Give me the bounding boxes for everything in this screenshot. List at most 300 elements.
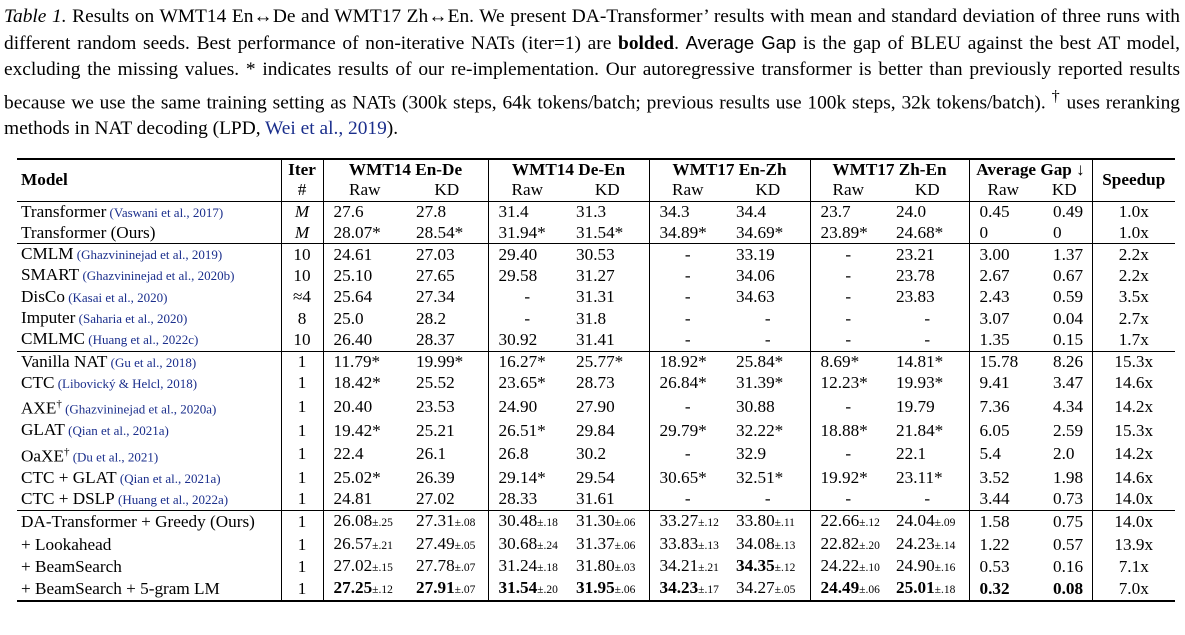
score-cell: 1.22 <box>979 534 1010 554</box>
score-cell: - <box>684 287 691 307</box>
score-cell: 16.27* <box>488 351 566 373</box>
speedup-value: 14.0x <box>1092 511 1175 534</box>
header-kd-4: KD <box>1037 180 1092 201</box>
iter-value: M <box>281 223 323 244</box>
model-label: CMLM <box>21 244 74 264</box>
caption-dagger: † <box>1051 87 1061 105</box>
score-cell: 31.41 <box>566 329 649 351</box>
score-cell: - <box>684 329 691 349</box>
score-cell: 25.77* <box>566 351 649 373</box>
table-row <box>17 201 1175 223</box>
score-cell: 2.43 <box>979 287 1010 307</box>
score-cell: 7.36 <box>979 397 1010 417</box>
results-table <box>17 158 1175 602</box>
table-row <box>17 308 1175 329</box>
score-cell: 31.30±.06 <box>566 511 649 534</box>
caption-text-3: is the gap of BLEU against the best AT model, excluding the missing values. * indicates results of our re-implementation. Our autoregressive transformer is better than previously reported results because we use the same training setting as NATs (300k steps, 64k tokens/batch; previous results use 100k steps, 32k tokens/batch). <box>4 33 1180 114</box>
iter-value: 1 <box>281 578 323 601</box>
score-cell: 27.65 <box>406 265 488 286</box>
score-cell: 31.24±.18 <box>498 555 558 575</box>
score-cell: 23.53 <box>406 394 488 420</box>
model-name <box>17 420 281 441</box>
score-cell: 0.04 <box>1037 308 1092 329</box>
score-cell: 27.31±.08 <box>406 511 488 534</box>
score-cell: 0.67 <box>1037 265 1092 286</box>
score-cell: 30.65* <box>659 468 707 488</box>
score-cell: 21.84* <box>886 420 969 441</box>
iter-value: 1 <box>281 511 323 534</box>
score-cell: 27.02 <box>406 489 488 511</box>
score-cell: 23.89* <box>820 222 868 242</box>
score-cell: - <box>810 244 886 266</box>
model-label: CTC + GLAT <box>21 467 117 487</box>
score-cell: 23.83 <box>886 287 969 308</box>
score-cell: 31.61 <box>566 489 649 511</box>
speedup-value: 2.7x <box>1118 308 1149 328</box>
score-cell: 31.54±.20 <box>488 578 566 601</box>
model-label: GLAT <box>21 420 65 440</box>
model-label: AXE <box>21 399 57 418</box>
iter-value: 1 <box>281 468 323 489</box>
model-name <box>17 287 281 308</box>
score-cell: 29.40 <box>488 244 566 266</box>
citation-link[interactable]: (Kasai et al., 2020) <box>64 289 168 305</box>
score-cell: - <box>684 444 691 464</box>
score-cell: 23.65* <box>498 373 546 393</box>
model-label: CTC + DSLP <box>21 488 115 508</box>
score-cell: 3.52 <box>979 468 1010 488</box>
score-cell: 27.8 <box>406 201 488 223</box>
model-label: + BeamSearch <box>21 556 122 576</box>
score-cell: 0 <box>1037 223 1092 244</box>
citation-link[interactable]: (Qian et al., 2021a) <box>64 423 169 439</box>
model-name <box>17 244 281 266</box>
caption-text-4: uses reranking methods in NAT decoding (LPD, <box>4 92 1181 140</box>
model-label: CMLMC <box>21 329 85 349</box>
speedup-value: 2.2x <box>1092 244 1175 266</box>
model-label: Transformer (Ours) <box>21 222 156 242</box>
iter-value: 1 <box>281 489 323 511</box>
caption-avg-gap: Average Gap <box>685 32 797 54</box>
score-cell: 4.34 <box>1037 394 1092 420</box>
score-cell: 34.23±.17 <box>649 578 726 601</box>
header-raw-3: Raw <box>810 180 886 201</box>
score-cell: 24.90±.16 <box>886 556 969 578</box>
citation-link[interactable]: (Du et al., 2021) <box>69 449 159 465</box>
score-cell: 22.82±.20 <box>820 533 880 553</box>
score-cell: 1.35 <box>979 329 1010 349</box>
iter-value: 1 <box>281 394 323 420</box>
score-cell: 0.08 <box>1037 578 1092 601</box>
iter-value: 10 <box>281 265 323 286</box>
caption-text-2: . <box>674 33 686 55</box>
model-name <box>17 223 281 244</box>
score-cell: 0.49 <box>1037 201 1092 223</box>
score-cell: 24.68* <box>886 223 969 244</box>
iter-value: 1 <box>281 373 323 394</box>
score-cell: 0.32 <box>969 578 1037 601</box>
score-cell: 20.40 <box>333 397 373 417</box>
score-cell: 26.08±.25 <box>323 511 406 534</box>
score-cell: 31.94* <box>498 222 546 242</box>
model-label: DA-Transformer + Greedy (Ours) <box>21 512 255 532</box>
speedup-value: 14.2x <box>1114 444 1154 464</box>
model-name <box>17 511 281 534</box>
model-label: + BeamSearch + 5-gram LM <box>21 579 220 599</box>
citation-link[interactable]: (Huang et al., 2022c) <box>85 332 199 348</box>
table-row <box>17 373 1175 394</box>
iter-value: 10 <box>281 244 323 266</box>
score-cell: 25.52 <box>406 373 488 394</box>
score-cell: 26.40 <box>333 329 373 349</box>
score-cell: 18.88* <box>820 420 868 440</box>
score-cell: 5.4 <box>979 444 1001 464</box>
header-wmt14-en-de: WMT14 En-De <box>323 159 488 180</box>
score-cell: 30.68±.24 <box>498 533 558 553</box>
model-label: Vanilla NAT <box>21 351 108 371</box>
score-cell: 19.99* <box>406 351 488 373</box>
score-cell: 8.26 <box>1037 351 1092 373</box>
score-cell: - <box>845 287 852 307</box>
score-cell: 25.0 <box>333 308 364 328</box>
model-label: + Lookahead <box>21 534 112 554</box>
score-cell: - <box>726 308 810 329</box>
score-cell: 3.47 <box>1037 373 1092 394</box>
model-name <box>17 373 281 394</box>
score-cell: - <box>684 489 691 509</box>
score-cell: 31.54* <box>566 223 649 244</box>
score-cell: 0.57 <box>1037 534 1092 556</box>
iter-value: 1 <box>281 420 323 441</box>
table-body <box>17 201 1175 601</box>
model-label: SMART <box>21 265 80 285</box>
score-cell: 3.07 <box>979 308 1010 328</box>
score-cell: 31.37±.06 <box>566 534 649 556</box>
score-cell: 34.3 <box>659 202 690 222</box>
score-cell: 0.45 <box>979 202 1010 222</box>
score-cell: 30.92 <box>498 329 538 349</box>
table-row <box>17 244 1175 266</box>
score-cell: 31.8 <box>566 308 649 329</box>
score-cell: 3.44 <box>979 489 1010 509</box>
table-row <box>17 394 1175 420</box>
citation-link[interactable]: (Qian et al., 2021a) <box>116 470 221 486</box>
score-cell: 31.31 <box>566 287 649 308</box>
score-cell: 26.57±.21 <box>333 533 393 553</box>
header-kd-0: KD <box>406 180 488 201</box>
score-cell: 29.58 <box>498 265 538 285</box>
score-cell: 25.21 <box>406 420 488 441</box>
score-cell: 28.54* <box>406 223 488 244</box>
speedup-value: 14.0x <box>1114 489 1154 509</box>
score-cell: 27.78±.07 <box>406 556 488 578</box>
score-cell: 23.11* <box>886 468 969 489</box>
score-cell: 25.84* <box>726 351 810 373</box>
score-cell: 19.93* <box>886 373 969 394</box>
model-name <box>17 534 281 556</box>
model-name <box>17 578 281 601</box>
score-cell: 28.37 <box>406 329 488 351</box>
score-cell: 2.0 <box>1037 442 1092 468</box>
model-label: CTC <box>21 372 55 392</box>
iter-value: 10 <box>281 329 323 351</box>
score-cell: 23.78 <box>886 265 969 286</box>
score-cell: 27.02±.15 <box>333 555 393 575</box>
header-average-gap: Average Gap ↓ <box>969 159 1092 180</box>
table-row <box>17 468 1175 489</box>
score-cell: - <box>684 265 691 285</box>
score-cell: 32.9 <box>726 442 810 468</box>
score-cell: 19.42* <box>333 420 381 440</box>
iter-value: 1 <box>281 351 323 373</box>
model-name <box>17 556 281 578</box>
header-model: Model <box>17 159 281 201</box>
score-cell: - <box>845 444 852 464</box>
iter-value: 1 <box>281 556 323 578</box>
score-cell: 24.04±.09 <box>886 511 969 534</box>
iter-value: 8 <box>281 308 323 329</box>
score-cell: 27.49±.05 <box>406 534 488 556</box>
citation-link[interactable]: (Saharia et al., 2020) <box>75 311 188 327</box>
score-cell: 34.27±.05 <box>726 578 810 601</box>
score-cell: 24.23±.14 <box>886 534 969 556</box>
table-row <box>17 489 1175 511</box>
speedup-value: 14.2x <box>1114 397 1154 417</box>
model-name <box>17 329 281 351</box>
speedup-value: 7.1x <box>1118 556 1149 576</box>
citation-link[interactable]: (Huang et al., 2022a) <box>114 491 229 507</box>
score-cell: 30.2 <box>566 442 649 468</box>
score-cell: - <box>845 265 852 285</box>
iter-value: ≈4 <box>281 287 323 308</box>
header-raw-1: Raw <box>488 180 566 201</box>
header-wmt14-de-en: WMT14 De-En <box>488 159 649 180</box>
header-raw-0: Raw <box>323 180 406 201</box>
header-speedup: Speedup <box>1092 159 1175 201</box>
score-cell: 34.63 <box>726 287 810 308</box>
citation-link[interactable]: (Ghazvininejad et al., 2020b) <box>79 268 235 284</box>
score-cell: 0.59 <box>1037 287 1092 308</box>
citation-link[interactable]: (Ghazvininejad et al., 2019) <box>73 247 223 263</box>
score-cell: 23.7 <box>820 202 851 222</box>
score-cell: 25.01±.18 <box>886 578 969 601</box>
score-cell: 28.07* <box>333 222 381 242</box>
score-cell: - <box>684 308 691 328</box>
score-cell: 32.51* <box>726 468 810 489</box>
score-cell: - <box>845 329 852 349</box>
score-cell: 30.48±.18 <box>488 511 566 534</box>
table-row <box>17 351 1175 373</box>
iter-value: 1 <box>281 534 323 556</box>
model-name <box>17 442 281 468</box>
score-cell: 31.27 <box>566 265 649 286</box>
score-cell: 25.02* <box>333 468 381 488</box>
score-cell: 33.83±.13 <box>659 533 719 553</box>
score-cell: - <box>886 489 969 511</box>
score-cell: 31.39* <box>726 373 810 394</box>
score-cell: 26.39 <box>406 468 488 489</box>
caption-label: Table 1. <box>4 6 67 27</box>
model-name <box>17 351 281 373</box>
iter-value: 1 <box>281 442 323 468</box>
score-cell: 27.90 <box>566 394 649 420</box>
citation-link[interactable]: (Gu et al., 2018) <box>107 354 197 370</box>
score-cell: 33.19 <box>726 244 810 266</box>
model-label: DisCo <box>21 286 65 306</box>
score-cell: 28.73 <box>566 373 649 394</box>
score-cell: 34.35±.12 <box>726 556 810 578</box>
header-iter-sub: # <box>281 180 323 201</box>
score-cell: 24.0 <box>886 201 969 223</box>
speedup-value: 7.0x <box>1092 578 1175 601</box>
score-cell: 1.98 <box>1037 468 1092 489</box>
score-cell: 1.58 <box>969 511 1037 534</box>
table-row <box>17 223 1175 244</box>
citation-link[interactable]: (Libovický & Helcl, 2018) <box>54 375 198 391</box>
header-kd-3: KD <box>886 180 969 201</box>
score-cell: 27.03 <box>406 244 488 266</box>
table-row <box>17 420 1175 441</box>
score-cell: - <box>886 308 969 329</box>
header-wmt17-en-zh: WMT17 En-Zh <box>649 159 810 180</box>
score-cell: 2.67 <box>979 265 1010 285</box>
model-label: Imputer <box>21 308 76 328</box>
score-cell: 31.3 <box>566 201 649 223</box>
table-row <box>17 287 1175 308</box>
score-cell: 0.15 <box>1037 329 1092 351</box>
score-cell: 18.92* <box>649 351 726 373</box>
table-row <box>17 534 1175 556</box>
speedup-value: 15.3x <box>1092 351 1175 373</box>
score-cell: 34.08±.13 <box>726 534 810 556</box>
score-cell: 34.89* <box>659 222 707 242</box>
score-cell: 23.21 <box>886 244 969 266</box>
citation-link[interactable]: (Vaswani et al., 2017) <box>106 204 224 220</box>
header-kd-2: KD <box>726 180 810 201</box>
score-cell: 27.91±.07 <box>406 578 488 601</box>
score-cell: 22.66±.12 <box>810 511 886 534</box>
header-raw-2: Raw <box>649 180 726 201</box>
score-cell: 24.49±.06 <box>810 578 886 601</box>
model-name <box>17 308 281 329</box>
score-cell: 24.61 <box>323 244 406 266</box>
score-cell: 34.21±.21 <box>659 555 719 575</box>
speedup-value: 15.3x <box>1114 420 1154 440</box>
score-cell: - <box>845 397 852 417</box>
score-cell: 24.22±.10 <box>820 555 880 575</box>
score-cell: 19.79 <box>886 394 969 420</box>
speedup-value: 1.0x <box>1118 202 1149 222</box>
table-row <box>17 578 1175 601</box>
score-cell: 24.81 <box>333 489 373 509</box>
score-cell: - <box>886 329 969 351</box>
header-wmt17-zh-en: WMT17 Zh-En <box>810 159 969 180</box>
table-row <box>17 556 1175 578</box>
score-cell: 26.51* <box>498 420 546 440</box>
score-cell: 30.88 <box>726 394 810 420</box>
score-cell: 9.41 <box>979 373 1010 393</box>
score-cell: 25.64 <box>333 287 373 307</box>
speedup-value: 3.5x <box>1118 287 1149 307</box>
model-name <box>17 265 281 286</box>
caption-bolded: bolded <box>618 33 675 55</box>
score-cell: 26.1 <box>406 442 488 468</box>
speedup-value: 2.2x <box>1118 265 1149 285</box>
score-cell: 6.05 <box>979 420 1010 440</box>
score-cell: 25.10 <box>333 265 373 285</box>
score-cell: 11.79* <box>323 351 406 373</box>
caption-text-1: Results on WMT14 En↔De and WMT17 Zh↔En. We present DA-Transformer’ results with mean and standard deviation of three runs with different random seeds. Best performance of non-iterative NATs (iter=1) are <box>4 6 1180 55</box>
score-cell: 0.73 <box>1037 489 1092 511</box>
score-cell: 22.4 <box>333 444 364 464</box>
score-cell: - <box>845 308 852 328</box>
caption-cite-link[interactable]: Wei et al., 2019 <box>265 118 387 140</box>
score-cell: - <box>726 329 810 351</box>
score-cell: 31.95±.06 <box>566 578 649 601</box>
dagger-mark: † <box>56 398 62 411</box>
header-kd-1: KD <box>566 180 649 201</box>
score-cell: - <box>649 244 726 266</box>
table-caption <box>4 4 1180 142</box>
speedup-value: 1.0x <box>1118 222 1149 242</box>
score-cell: 27.34 <box>406 287 488 308</box>
model-label: OaXE <box>21 446 64 466</box>
score-cell: 0.53 <box>979 556 1010 576</box>
score-cell: 34.69* <box>726 223 810 244</box>
table-row <box>17 442 1175 468</box>
speedup-value: 14.6x <box>1114 468 1154 488</box>
score-cell: 29.79* <box>659 420 707 440</box>
score-cell: 34.06 <box>726 265 810 286</box>
score-cell: 32.22* <box>726 420 810 441</box>
score-cell: 34.4 <box>726 201 810 223</box>
score-cell: 1.37 <box>1037 244 1092 266</box>
score-cell: - <box>524 308 531 328</box>
score-cell: 15.78 <box>969 351 1037 373</box>
score-cell: 30.53 <box>566 244 649 266</box>
score-cell: - <box>726 489 810 511</box>
score-cell: 33.27±.12 <box>649 511 726 534</box>
score-cell: 27.25±.12 <box>323 578 406 601</box>
score-cell: 14.81* <box>886 351 969 373</box>
score-cell: - <box>684 397 691 417</box>
score-cell: 12.23* <box>820 373 868 393</box>
table-row <box>17 511 1175 534</box>
citation-link[interactable]: (Ghazvininejad et al., 2020a) <box>61 402 217 417</box>
score-cell: 29.84 <box>566 420 649 441</box>
header-raw-4: Raw <box>969 180 1037 201</box>
score-cell: 28.33 <box>498 489 538 509</box>
score-cell: - <box>524 287 531 307</box>
score-cell: 0.75 <box>1037 511 1092 534</box>
score-cell: 31.4 <box>498 202 529 222</box>
score-cell: 26.8 <box>498 444 529 464</box>
caption-text-5: ). <box>386 118 399 140</box>
score-cell: 31.80±.03 <box>566 556 649 578</box>
model-label: Transformer <box>21 201 107 221</box>
score-cell: 2.59 <box>1037 420 1092 441</box>
score-cell: 29.14* <box>498 468 546 488</box>
score-cell: 29.54 <box>566 468 649 489</box>
score-cell: 3.00 <box>969 244 1037 266</box>
model-name <box>17 468 281 489</box>
speedup-value: 13.9x <box>1114 534 1154 554</box>
model-name <box>17 394 281 420</box>
speedup-value: 14.6x <box>1114 373 1154 393</box>
score-cell: 0.16 <box>1037 556 1092 578</box>
score-cell: 28.2 <box>406 308 488 329</box>
table-row <box>17 265 1175 286</box>
